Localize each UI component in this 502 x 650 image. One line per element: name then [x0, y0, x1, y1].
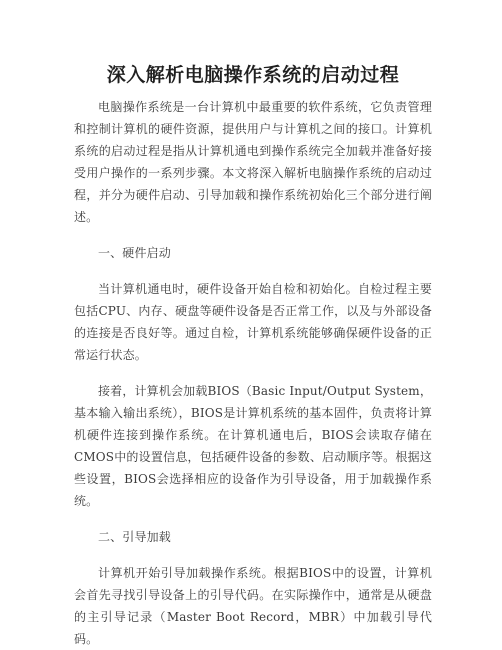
page-title: 深入解析电脑操作系统的启动过程 — [106, 64, 400, 86]
paragraph-boot-loading: 计算机开始引导加载操作系统。根据BIOS中的设置，计算机会首先寻找引导设备上的引导代码。在实际操作中，通常是从硬盘的主引导记录（Master Boot Record，MBR）中加载引导代码。 — [74, 566, 432, 646]
section-heading-boot-loading: 二、引导加载 — [98, 530, 171, 544]
section-heading-hardware-startup: 一、硬件启动 — [98, 246, 171, 260]
paragraph-self-test: 当计算机通电时，硬件设备开始自检和初始化。自检过程主要包括CPU、内存、硬盘等硬件设备是否正常工作，以及与外部设备的连接是否良好等。通过自检，计算机系统能够确保硬件设备的正常运行状态。 — [74, 282, 432, 362]
paragraph-bios: 接着，计算机会加载BIOS（Basic Input/Output System，基本输入输出系统），BIOS是计算机系统的基本固件，负责将计算机硬件连接到操作系统。在计算机通电后，BIOS会读取存储在CMOS中的设置信息，包括硬件设备的参数、启动顺序等。根据这些设置，BIOS会选择相应的设备作为引导设备，用于加载操作系统。 — [74, 384, 432, 508]
intro-paragraph: 电脑操作系统是一台计算机中最重要的软件系统，它负责管理和控制计算机的硬件资源，提供用户与计算机之间的接口。计算机系统的启动过程是指从计算机通电到操作系统完全加载并准备好接受用户操作的一系列步骤。本文将深入解析电脑操作系统的启动过程，并分为硬件启动、引导加载和操作系统初始化三个部分进行阐述。 — [74, 100, 432, 224]
